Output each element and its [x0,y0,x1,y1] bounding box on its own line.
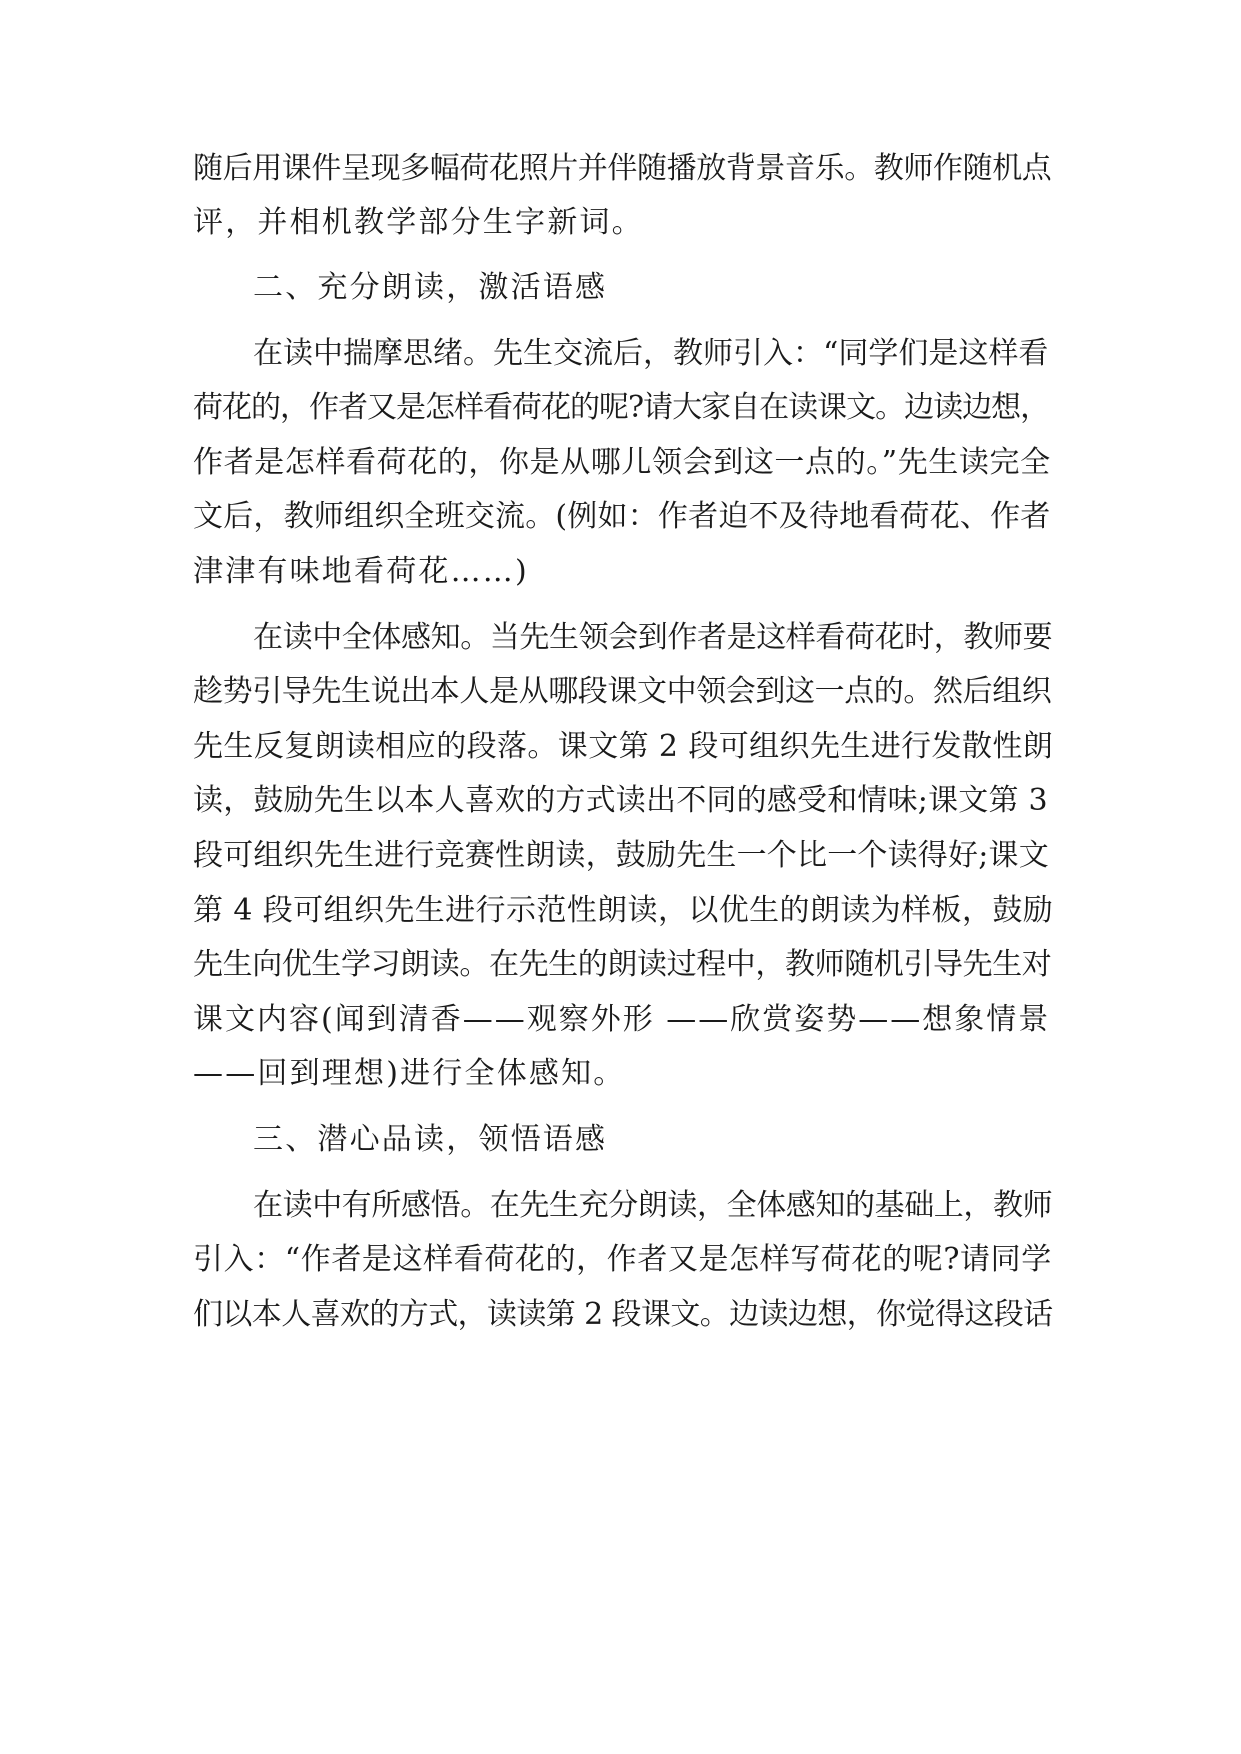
section-heading: 三、潜心品读，领悟语感 [253,1122,608,1157]
text-line: 作者是怎样看荷花的，你是从哪儿领会到这一点的。”先生读完全 [193,445,1051,480]
text-line: 先生向优生学习朗读。在先生的朗读过程中，教师随机引导先生对 [193,947,1052,982]
text-line: 文后，教师组织全班交流。(例如：作者迫不及待地看荷花、作者 [193,499,1051,534]
text-line: 们以本人喜欢的方式，读读第 2 段课文。边读边想，你觉得这段话 [193,1297,1053,1332]
text-line: 第 4 段可组织先生进行示范性朗读，以优生的朗读为样板，鼓励 [193,893,1054,928]
text-line: 先生反复朗读相应的段落。课文第 2 段可组织先生进行发散性朗 [193,729,1054,764]
text-line: 在读中揣摩思绪。先生交流后，教师引入：“同学们是这样看 [253,336,1049,371]
text-line: 引入：“作者是这样看荷花的，作者又是怎样写荷花的呢?请同学 [193,1242,1052,1277]
text-line: 读，鼓励先生以本人喜欢的方式读出不同的感受和情味;课文第 3 [193,783,1048,818]
text-line: 趁势引导先生说出本人是从哪段课文中领会到这一点的。然后组织 [193,674,1052,709]
text-line: 段可组织先生进行竞赛性朗读，鼓励先生一个比一个读得好;课文 [193,838,1049,873]
text-line: 在读中全体感知。当先生领会到作者是这样看荷花时，教师要 [253,620,1053,655]
text-line: ——回到理想)进行全体感知。 [193,1056,626,1091]
text-line: 津津有味地看荷花……) [193,554,529,589]
text-line: 评，并相机教学部分生字新词。 [193,205,644,240]
section-heading: 二、充分朗读，激活语感 [253,270,608,305]
text-line: 荷花的，作者又是怎样看荷花的呢?请大家自在读课文。边读边想， [193,390,1050,425]
text-line: 在读中有所感悟。在先生充分朗读，全体感知的基础上，教师 [253,1188,1053,1223]
text-line: 随后用课件呈现多幅荷花照片并伴随播放背景音乐。教师作随机点 [193,151,1052,186]
text-line: 课文内容(闻到清香——观察外形 ——欣赏姿势——想象情景 [193,1002,1051,1037]
